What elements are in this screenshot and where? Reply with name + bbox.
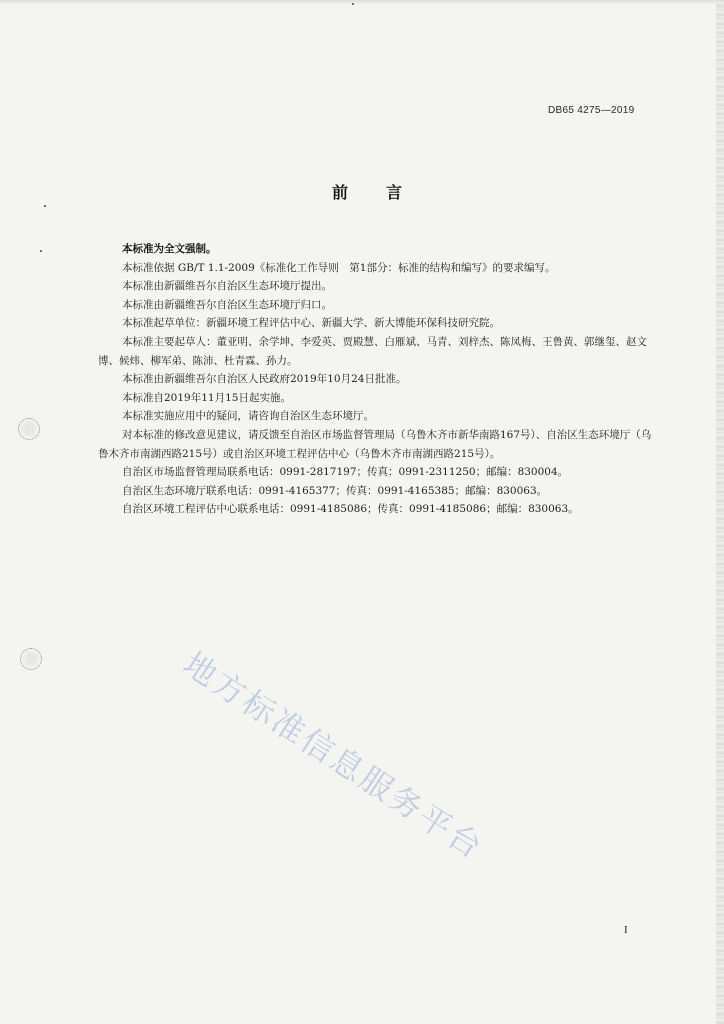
paragraph: 本标准为全文强制。: [122, 243, 217, 255]
paragraph: 本标准起草单位：新疆环境工程评估中心、新疆大学、新大博能环保科技研究院。: [122, 317, 500, 330]
page-title: 前言: [332, 183, 441, 202]
scan-right-edge: [716, 0, 724, 1024]
paragraph: 本标准自2019年11月15日起实施。: [122, 391, 291, 404]
paragraph: 本标准由新疆维吾尔自治区生态环境厅提出。: [122, 280, 332, 293]
scan-speck: [44, 205, 46, 207]
paragraph: 对本标准的修改意见建议，请反馈至自治区市场监督管理局（乌鲁木齐市新华南路167号）、自治区生态环境厅（乌鲁木齐市南湖西路215号）或自治区环境工程评估中心（乌鲁木齐市南湖西路215号）。: [98, 428, 652, 460]
paragraph: 本标准由新疆维吾尔自治区人民政府2019年10月24日批准。: [122, 373, 407, 386]
paragraph: 本标准主要起草人：董亚明、余学坤、李爱英、贾殿慧、白雁斌、马青、刘梓杰、陈凤梅、王鲁黄、郭继玺、赵文博、候炜、柳军弟、陈沛、杜青霖、孙力。: [98, 335, 647, 367]
paragraph: 自治区环境工程评估中心联系电话：0991-4185086；传真：0991-4185086；邮编：830063。: [122, 503, 579, 516]
paragraph: 自治区生态环境厅联系电话：0991-4165377；传真：0991-4165385；邮编：830063。: [122, 484, 548, 497]
scan-speck: [352, 3, 354, 5]
paragraph: 本标准实施应用中的疑问，请咨询自治区生态环境厅。: [122, 410, 374, 423]
paragraph: 自治区市场监督管理局联系电话：0991-2817197；传真：0991-2311250；邮编：830004。: [122, 466, 569, 479]
binding-hole-icon: [20, 648, 42, 670]
watermark: 地方标准信息服务平台: [176, 644, 491, 868]
scan-speck: [40, 250, 42, 252]
paragraph: 本标准依据 GB/T 1.1-2009《标准化工作导则 第1部分：标准的结构和编写》的要求编写。: [122, 261, 556, 274]
page-number: I: [624, 924, 628, 936]
foreword-body: [98, 240, 658, 519]
paragraph: 本标准由新疆维吾尔自治区生态环境厅归口。: [122, 298, 332, 311]
document-code: DB65 4275—2019: [548, 105, 635, 116]
scan-top-edge: [0, 0, 724, 5]
binding-hole-icon: [18, 418, 40, 440]
